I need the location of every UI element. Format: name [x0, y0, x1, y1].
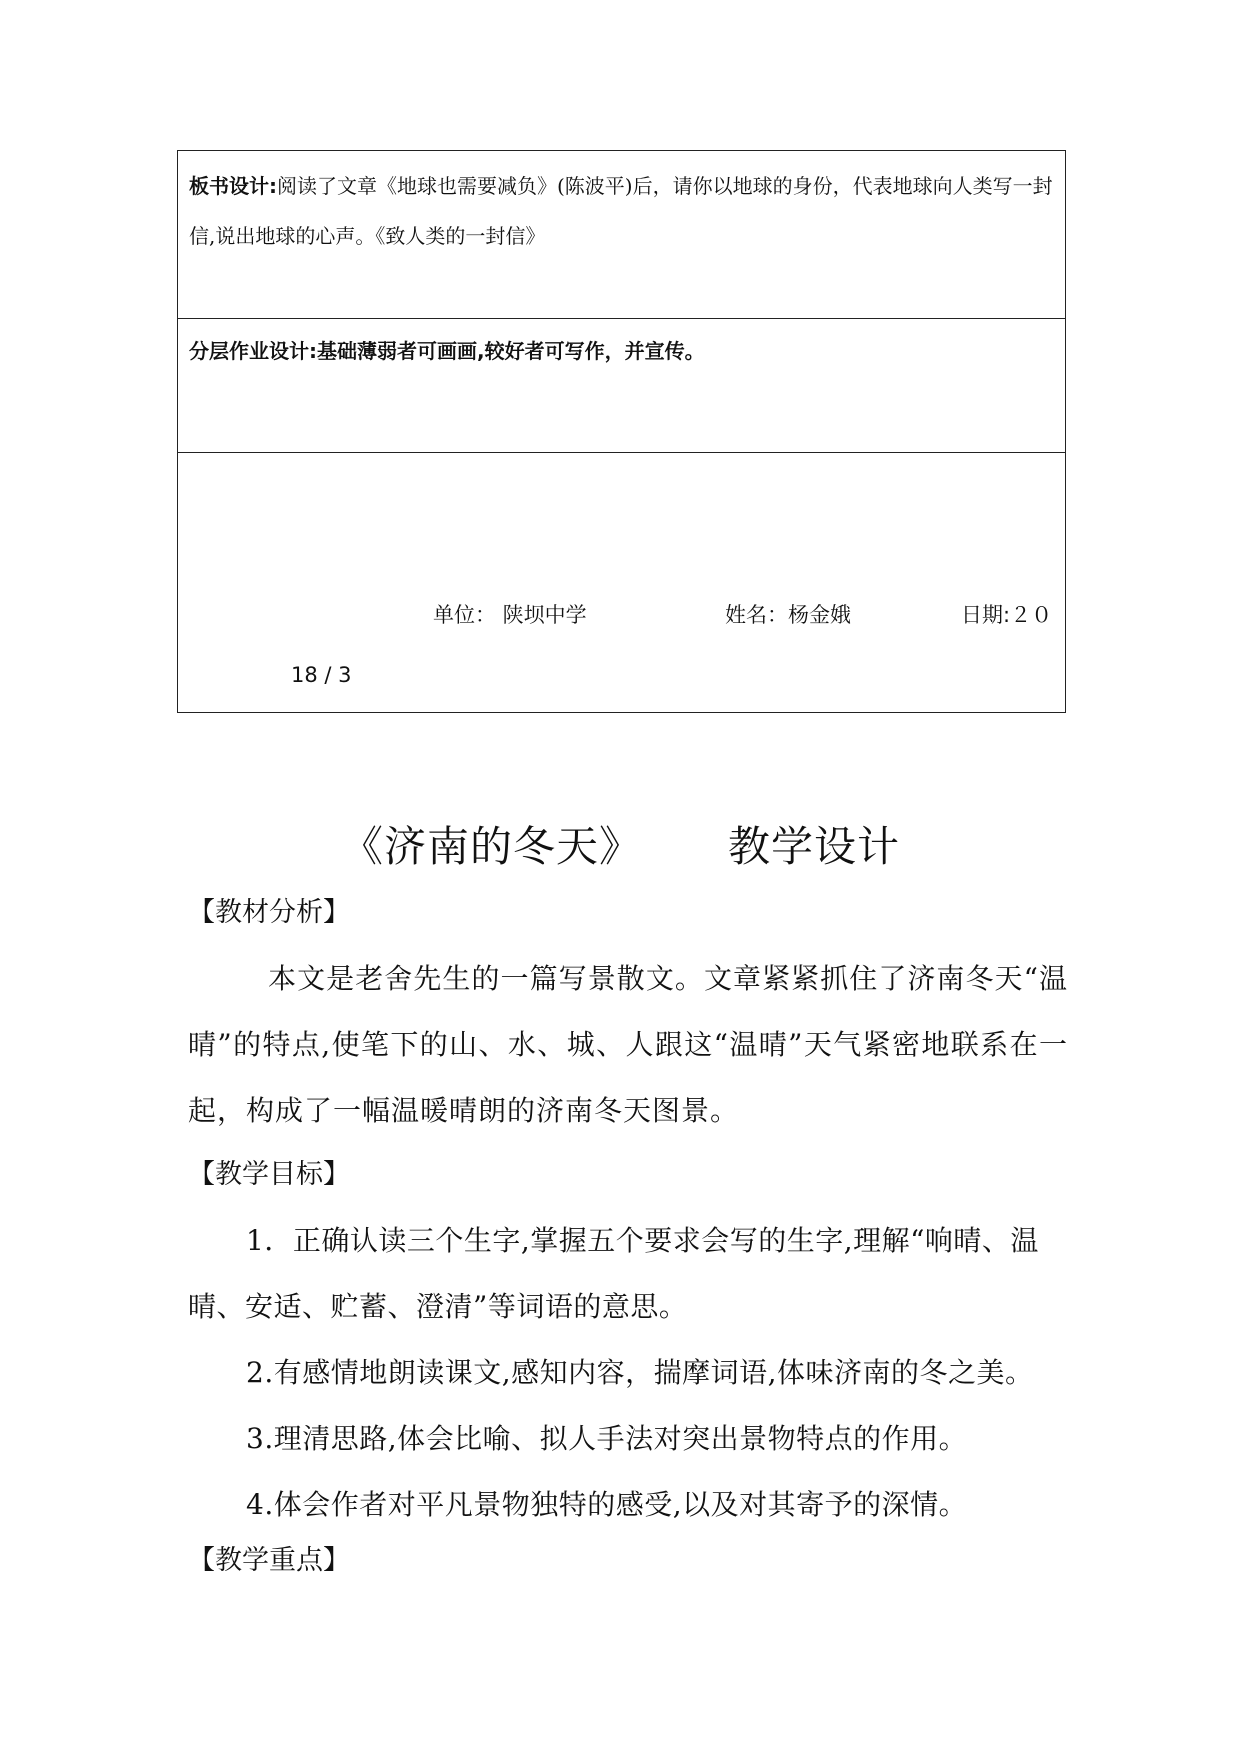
table-footer-row: [178, 453, 1065, 712]
analysis-text: 本文是老舍先生的一篇写景散文。文章紧紧抓住了济南冬天“温晴”的特点,使笔下的山、水、城、人跟这“温晴”天气紧密地联系在一起，构成了一幅温暖晴朗的济南冬天图景。: [188, 962, 1068, 1127]
lesson-table: [177, 150, 1066, 713]
goal-text-1: 1．正确认读三个生字,掌握五个要求会写的生字,理解“响晴、温晴、安适、贮蓄、澄清”等词语的意思。: [188, 1224, 1039, 1323]
goal-text-4: 4.体会作者对平凡景物独特的感受,以及对其寄予的深情。: [246, 1488, 968, 1521]
key-points-heading: 【教学重点】: [188, 1545, 350, 1576]
board-design-cell: [189, 161, 1055, 261]
goal-item-4: [188, 1472, 1068, 1538]
analysis-heading: 【教材分析】: [188, 897, 350, 928]
date-field: 日期:２０: [961, 603, 1053, 627]
goal-text-2: 2.有感情地朗读课文,感知内容，揣摩词语,体味济南的冬之美。: [246, 1356, 1034, 1389]
name-field: 姓名：杨金娥: [725, 603, 851, 627]
goals-heading: 【教学目标】: [188, 1159, 350, 1190]
document-title: 《济南的冬天》 教学设计: [340, 822, 901, 871]
page-number: 18 / 3: [291, 663, 352, 687]
goal-item-2: [188, 1340, 1068, 1406]
goal-item-1: [188, 1208, 1068, 1340]
goal-item-3: [188, 1406, 1068, 1472]
homework-design-row: [178, 319, 1065, 453]
homework-design-text: 分层作业设计:基础薄弱者可画画,较好者可写作，并宣传。: [189, 339, 705, 363]
board-design-label: 板书设计:: [189, 174, 277, 198]
board-design-text: 阅读了文章《地球也需要减负》(陈波平)后，请你以地球的身份，代表地球向人类写一封信,说出地球的心声。《致人类的一封信》: [189, 174, 1053, 248]
unit-field: 单位： 陕坝中学: [433, 603, 587, 627]
goal-text-3: 3.理清思路,体会比喻、拟人手法对突出景物特点的作用。: [246, 1422, 968, 1455]
board-design-row: [178, 151, 1065, 319]
analysis-paragraph: [188, 946, 1068, 1144]
